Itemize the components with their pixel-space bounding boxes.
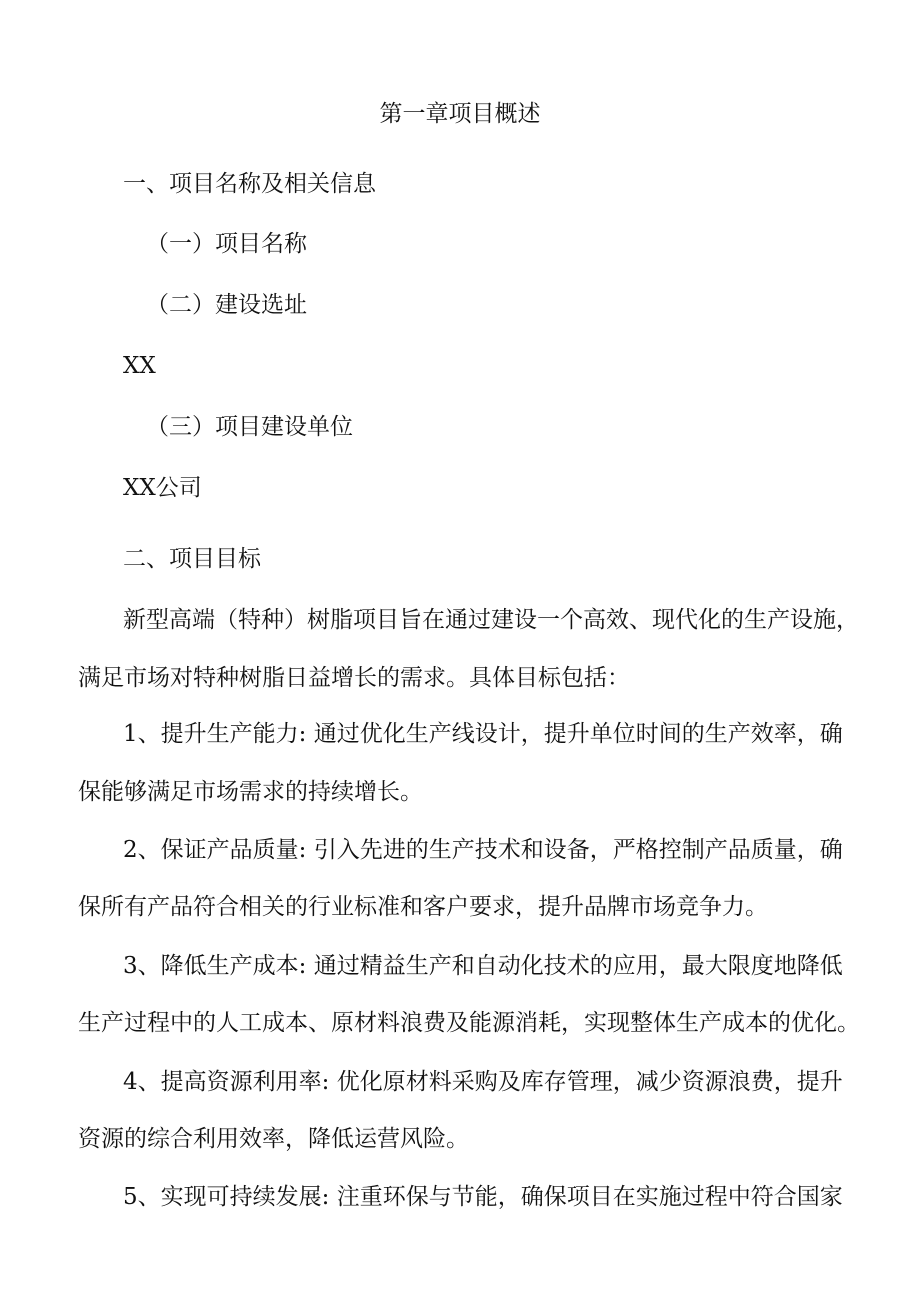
goal-1-line-2: 保能够满足市场需求的持续增长。 [78, 779, 423, 805]
goal-2-line-2: 保所有产品符合相关的行业标准和客户要求，提升品牌市场竞争力。 [78, 894, 768, 920]
section-heading-1: 一、项目名称及相关信息 [123, 171, 376, 197]
goal-3-line-2: 生产过程中的人工成本、原材料浪费及能源消耗，实现整体生产成本的优化。 [78, 1010, 860, 1036]
intro-line-2: 满足市场对特种树脂日益增长的需求。具体目标包括： [78, 665, 630, 691]
goal-2-line-1: 2、保证产品质量: 引入先进的生产技术和设备，严格控制产品质量，确 [123, 837, 843, 863]
section-heading-2: 二、项目目标 [123, 546, 261, 572]
goal-1-line-1: 1、提升生产能力: 通过优化生产线设计，提升单位时间的生产效率，确 [123, 721, 843, 747]
subheading-project-name: （一）项目名称 [146, 231, 307, 257]
subheading-construction-unit: （三）项目建设单位 [146, 414, 353, 440]
subheading-location: （二）建设选址 [146, 292, 307, 318]
location-value: XX [123, 353, 156, 379]
construction-unit-value: XX公司 [123, 475, 202, 501]
goal-4-line-2: 资源的综合利用效率，降低运营风险。 [78, 1126, 469, 1152]
goal-3-line-1: 3、降低生产成本: 通过精益生产和自动化技术的应用，最大限度地降低 [123, 953, 843, 979]
chapter-title: 第一章项目概述 [379, 101, 541, 127]
intro-line-1: 新型高端（特种）树脂项目旨在通过建设一个高效、现代化的生产设施， [123, 607, 859, 633]
goal-4-line-1: 4、提高资源利用率: 优化原材料采购及库存管理，减少资源浪费，提升 [123, 1069, 843, 1095]
goal-5-line-1: 5、实现可持续发展: 注重环保与节能，确保项目在实施过程中符合国家 [123, 1184, 843, 1210]
